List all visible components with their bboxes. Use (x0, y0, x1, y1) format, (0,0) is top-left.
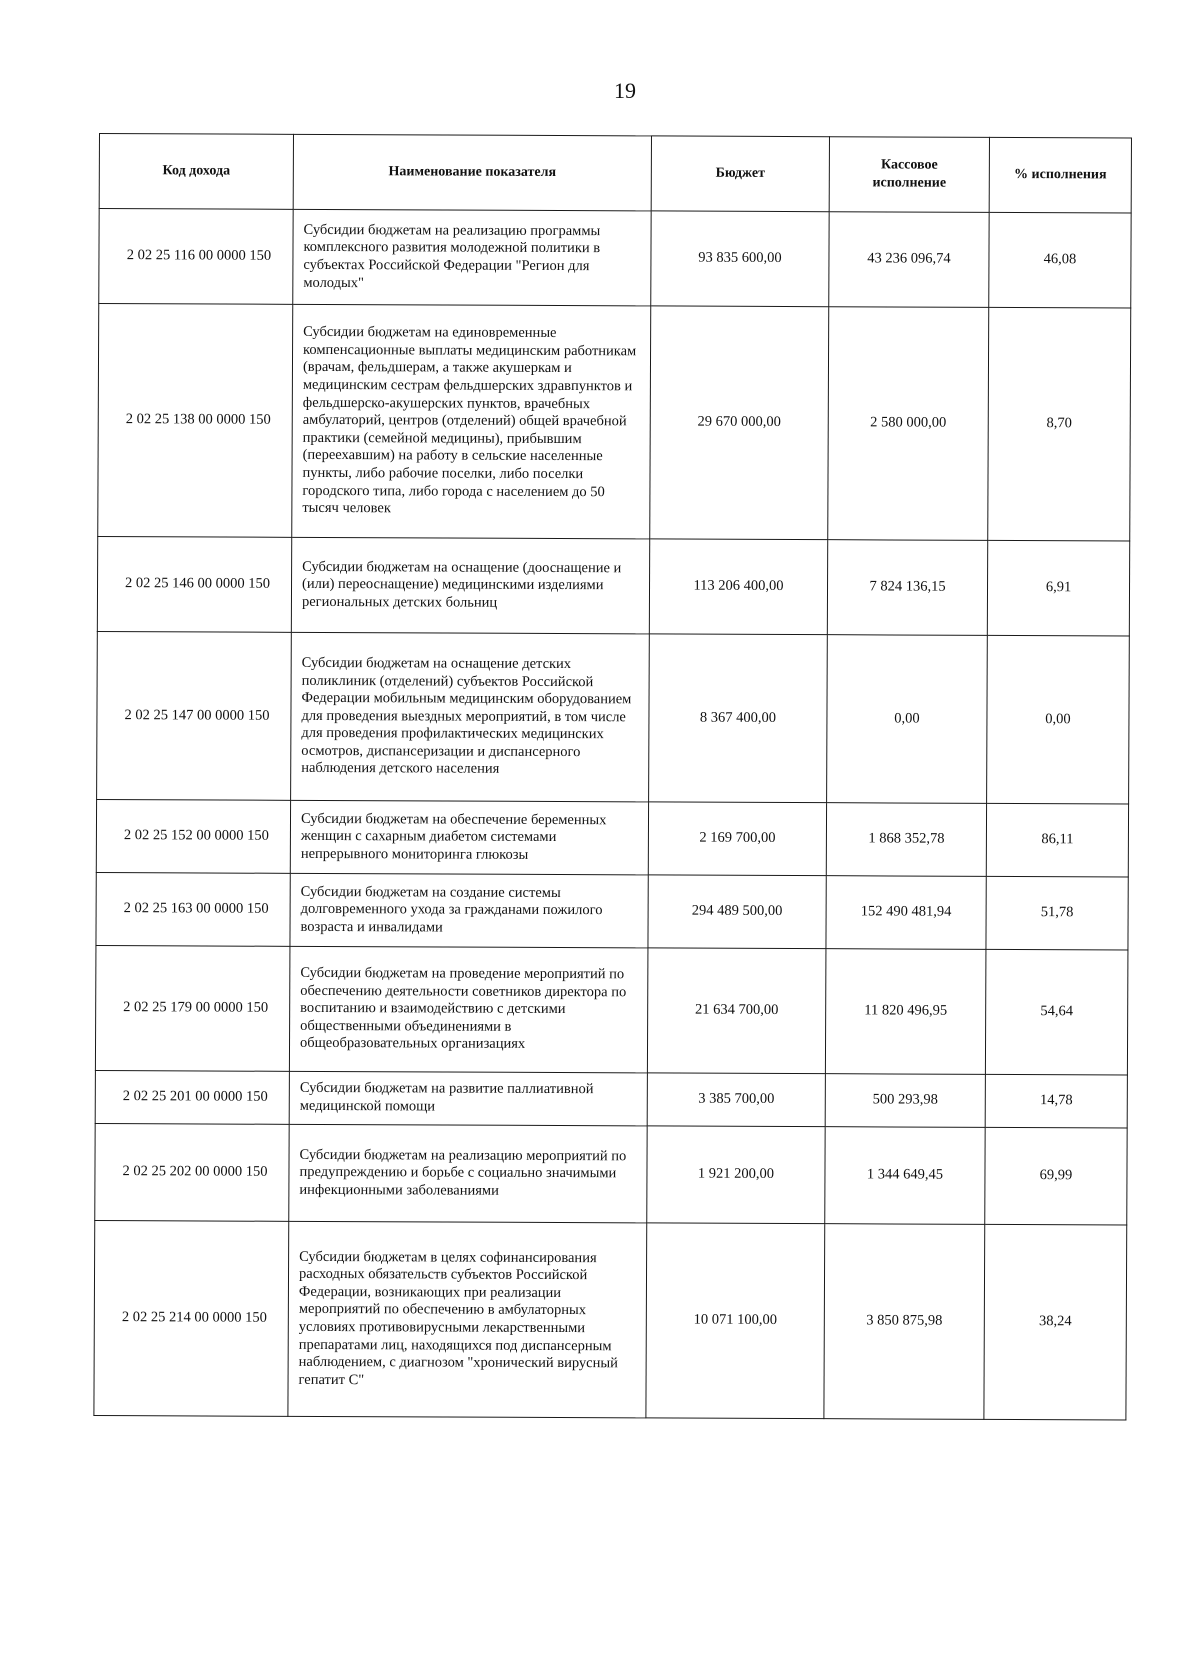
budget-value: 2 169 700,00 (648, 802, 826, 876)
table-row (96, 872, 1128, 950)
percent-value: 8,70 (988, 307, 1131, 541)
indicator-name: Субсидии бюджетам на реализацию программы комплексного развития молодежной политики в субъектах Российской Федерации "Регион для молодых" (293, 209, 651, 306)
header-execution (829, 137, 989, 213)
income-code: 2 02 25 201 00 0000 150 (95, 1070, 289, 1124)
table-row (95, 945, 1128, 1075)
indicator-name: Субсидии бюджетам на реализацию мероприятий по предупреждению и борьбе с социально значимыми инфекционными заболеваниями (289, 1124, 647, 1223)
percent-value: 86,11 (986, 803, 1128, 877)
table-row (94, 1220, 1127, 1420)
budget-value: 3 385 700,00 (647, 1073, 825, 1127)
budget-value: 93 835 600,00 (651, 211, 829, 307)
percent-value: 0,00 (987, 635, 1130, 804)
header-code: Код дохода (99, 134, 293, 210)
header-name: Наименование показателя (293, 134, 651, 211)
execution-value: 3 850 875,98 (824, 1224, 985, 1420)
income-code: 2 02 25 179 00 0000 150 (95, 945, 290, 1071)
income-code: 2 02 25 163 00 0000 150 (96, 872, 290, 946)
budget-value: 294 489 500,00 (648, 875, 826, 949)
percent-value: 69,99 (985, 1127, 1127, 1225)
income-code: 2 02 25 147 00 0000 150 (97, 631, 292, 800)
budget-value: 1 921 200,00 (647, 1126, 825, 1224)
execution-value: 0,00 (827, 635, 988, 804)
percent-value: 14,78 (985, 1074, 1127, 1128)
indicator-name: Субсидии бюджетам на развитие паллиативной медицинской помощи (289, 1071, 647, 1126)
execution-value: 11 820 496,95 (825, 949, 986, 1075)
table-row (97, 536, 1129, 636)
percent-value: 46,08 (989, 212, 1131, 308)
indicator-name: Субсидии бюджетам в целях софинансирования расходных обязательств субъектов Российской Федерации, возникающих при реализации мероприятий по обеспечению в амбулаторных условиях противовирусными лекарственными препаратами лиц, находящихся под диспансерным наблюдением, с диагнозом "хронический вирусный гепатит С" (288, 1221, 647, 1418)
header-budget: Бюджет (651, 136, 829, 212)
execution-value: 43 236 096,74 (829, 212, 989, 308)
execution-value: 152 490 481,94 (826, 876, 986, 950)
indicator-name: Субсидии бюджетам на обеспечение беременных женщин с сахарным диабетом системами непрерывного мониторинга глюкозы (290, 800, 648, 875)
budget-value: 8 367 400,00 (649, 634, 828, 803)
budget-value: 10 071 100,00 (646, 1223, 825, 1419)
percent-value: 6,91 (987, 540, 1129, 636)
execution-value: 7 824 136,15 (827, 540, 987, 636)
percent-value: 38,24 (984, 1224, 1127, 1420)
execution-value: 2 580 000,00 (828, 307, 989, 541)
indicator-name: Субсидии бюджетам на оснащение (дооснащение и (или) переоснащение) медицинскими изделиями региональных детских больниц (291, 537, 649, 634)
execution-value: 1 344 649,45 (825, 1127, 985, 1225)
indicator-name: Субсидии бюджетам на проведение мероприятий по обеспечению деятельности советников директора по воспитанию и взаимодействию с детскими общественными объединениями в общеобразовательных организациях (289, 946, 648, 1073)
income-code: 2 02 25 146 00 0000 150 (97, 536, 291, 632)
table-row (96, 799, 1128, 877)
table-row (95, 1070, 1127, 1128)
budget-value: 113 206 400,00 (649, 539, 827, 635)
table-row (97, 631, 1130, 804)
header-percent: % исполнения (989, 137, 1131, 213)
budget-execution-table (93, 133, 1132, 1420)
budget-value: 29 670 000,00 (650, 306, 829, 540)
indicator-name: Субсидии бюджетам на оснащение детских поликлиник (отделений) субъектов Российской Федерации мобильным медицинским оборудованием для проведения выездных мероприятий, в том числе для проведения профилактических медицинских осмотров, диспансеризации и диспансерного наблюдения детского населения (291, 632, 650, 802)
table-row (95, 1123, 1127, 1225)
execution-value: 500 293,98 (825, 1074, 985, 1128)
income-code: 2 02 25 214 00 0000 150 (94, 1220, 289, 1416)
execution-value: 1 868 352,78 (826, 803, 986, 877)
percent-value: 51,78 (986, 876, 1128, 950)
indicator-name: Субсидии бюджетам на единовременные компенсационные выплаты медицинским работникам (врачам, фельдшерам, а также акушеркам и медицинским сестрам фельдшерских здравпунктов и фельдшерско-акушерских пунктов, врачебных амбулаторий, центров (отделений) общей врачебной практики (семейной медицины), прибывшим (переехавшим) на работу в сельские населенные пункты, либо рабочие поселки, либо поселки городского типа, либо города с населением до 50 тысяч человек (292, 304, 651, 539)
header-execution-label: Кассовое исполнение (872, 157, 947, 191)
table-row (99, 209, 1131, 309)
income-code: 2 02 25 138 00 0000 150 (98, 304, 293, 538)
income-code: 2 02 25 152 00 0000 150 (96, 799, 290, 873)
page-number: 19 (614, 78, 636, 103)
table-row (98, 304, 1131, 542)
income-code: 2 02 25 202 00 0000 150 (95, 1123, 289, 1221)
table-header-row (99, 134, 1131, 214)
percent-value: 54,64 (985, 949, 1128, 1075)
indicator-name: Субсидии бюджетам на создание системы долговременного ухода за гражданами пожилого возраста и инвалидами (290, 873, 648, 948)
budget-value: 21 634 700,00 (647, 948, 826, 1074)
income-code: 2 02 25 116 00 0000 150 (99, 209, 293, 305)
